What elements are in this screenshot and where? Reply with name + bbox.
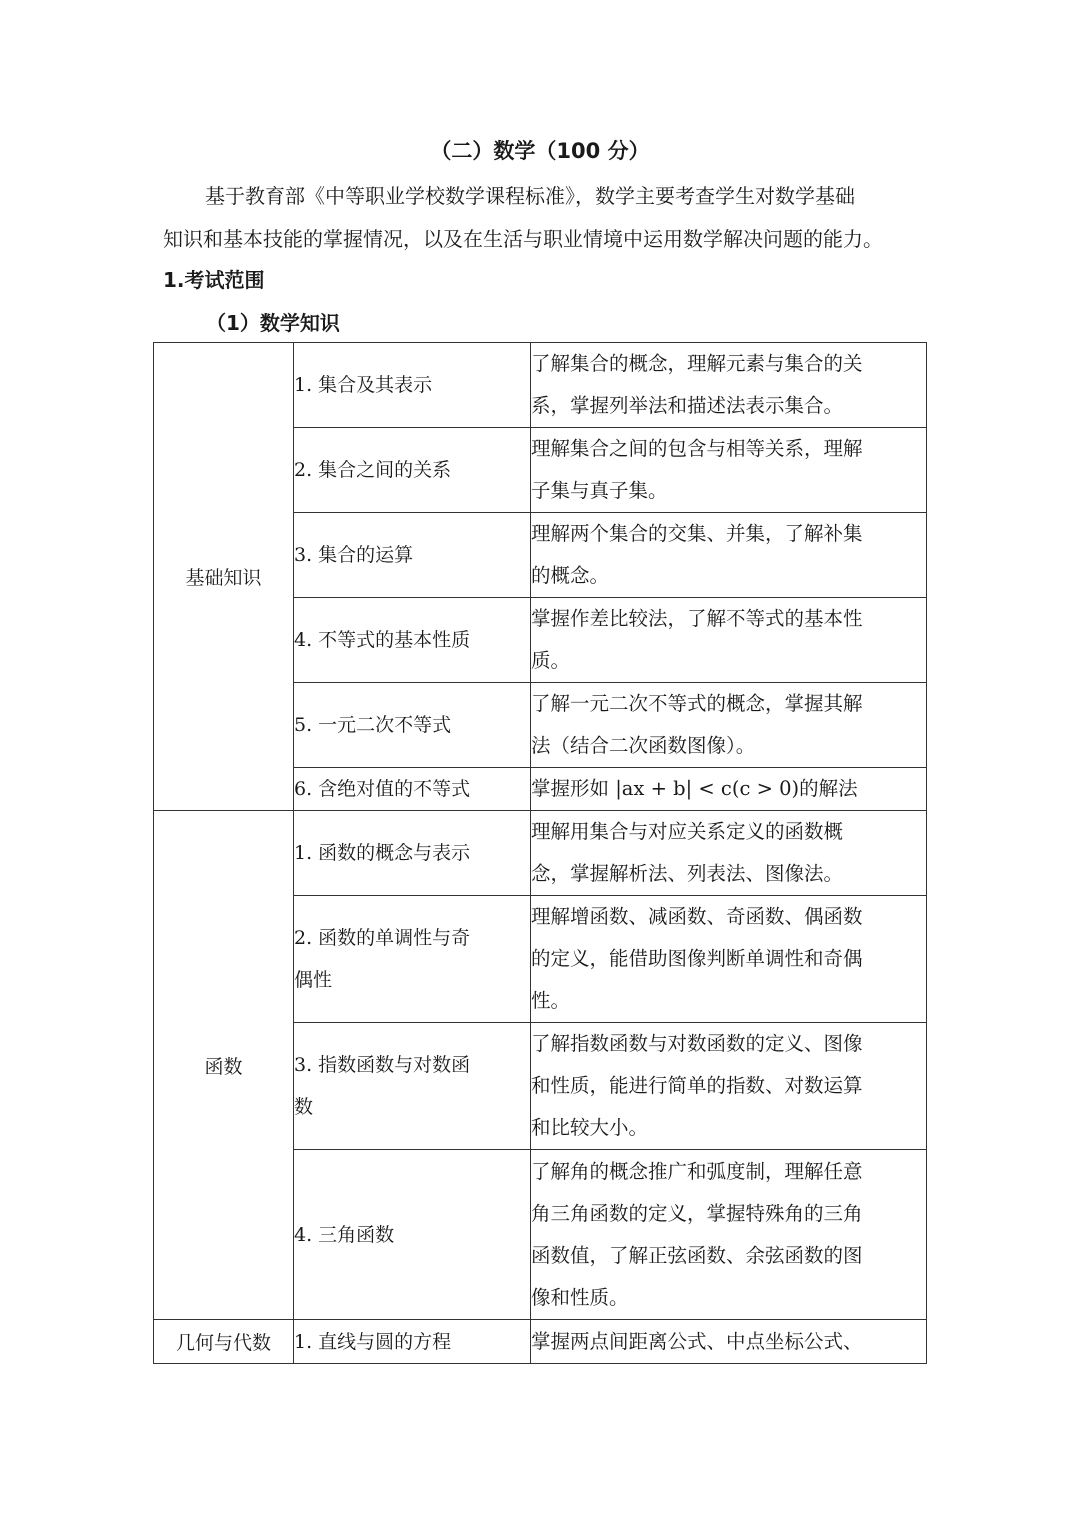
description-line: 子集与真子集。 xyxy=(531,479,668,502)
description-line: 和比较大小。 xyxy=(531,1116,649,1139)
table-row xyxy=(154,343,927,428)
description-line: 念，掌握解析法、列表法、图像法。 xyxy=(531,862,844,885)
description-line: 性。 xyxy=(531,989,571,1012)
description-line: 理解集合之间的包含与相等关系，理解 xyxy=(531,437,863,460)
description-cell xyxy=(531,811,927,896)
topic-cell: 1. 集合及其表示 xyxy=(294,343,531,428)
description-line: 法（结合二次函数图像）。 xyxy=(531,734,756,757)
document-title: （二）数学（100 分） xyxy=(430,139,650,163)
topic-cell xyxy=(294,1023,531,1150)
intro-line-2: 知识和基本技能的掌握情况，以及在生活与职业情境中运用数学解决问题的能力。 xyxy=(163,227,883,251)
topic-cell: 1. 函数的概念与表示 xyxy=(294,811,531,896)
description-line: 质。 xyxy=(531,649,571,672)
description-line: 掌握形如 |ax + b| < c(c > 0)的解法 xyxy=(531,777,858,800)
topic-cell: 5. 一元二次不等式 xyxy=(294,683,531,768)
table-row xyxy=(154,1320,927,1364)
description-cell xyxy=(531,513,927,598)
description-line: 的定义，能借助图像判断单调性和奇偶 xyxy=(531,947,863,970)
knowledge-table xyxy=(153,342,927,1364)
description-line: 和性质，能进行简单的指数、对数运算 xyxy=(531,1074,863,1097)
category-cell: 几何与代数 xyxy=(154,1320,294,1364)
description-cell xyxy=(531,768,927,811)
topic-line: 数 xyxy=(294,1096,314,1118)
description-line: 的概念。 xyxy=(531,564,610,587)
description-line: 了解角的概念推广和弧度制，理解任意 xyxy=(531,1159,863,1183)
description-line: 系，掌握列举法和描述法表示集合。 xyxy=(531,394,844,417)
subsection-heading: （1）数学知识 xyxy=(206,311,340,335)
description-line: 掌握两点间距离公式、中点坐标公式、 xyxy=(531,1329,863,1353)
description-line: 角三角函数的定义，掌握特殊角的三角 xyxy=(531,1201,863,1225)
description-line: 了解指数函数与对数函数的定义、图像 xyxy=(531,1032,863,1055)
description-cell xyxy=(531,1150,927,1320)
topic-line: 偶性 xyxy=(294,969,333,991)
description-cell xyxy=(531,428,927,513)
topic-cell: 3. 集合的运算 xyxy=(294,513,531,598)
description-cell xyxy=(531,343,927,428)
description-line: 理解用集合与对应关系定义的函数概 xyxy=(531,820,844,843)
topic-cell: 2. 集合之间的关系 xyxy=(294,428,531,513)
description-line: 函数值，了解正弦函数、余弦函数的图 xyxy=(531,1243,863,1267)
topic-cell: 6. 含绝对值的不等式 xyxy=(294,768,531,811)
topic-cell xyxy=(294,896,531,1023)
description-cell xyxy=(531,1023,927,1150)
description-cell xyxy=(531,683,927,768)
description-cell xyxy=(531,598,927,683)
category-cell: 基础知识 xyxy=(154,343,294,811)
table-row xyxy=(154,811,927,896)
description-cell xyxy=(531,1320,927,1364)
topic-cell: 4. 三角函数 xyxy=(294,1150,531,1320)
description-line: 掌握作差比较法，了解不等式的基本性 xyxy=(531,607,863,630)
description-line: 了解一元二次不等式的概念，掌握其解 xyxy=(531,692,863,715)
description-cell xyxy=(531,896,927,1023)
description-line: 像和性质。 xyxy=(531,1285,629,1309)
description-line: 了解集合的概念，理解元素与集合的关 xyxy=(531,352,863,375)
topic-cell: 1. 直线与圆的方程 xyxy=(294,1320,531,1364)
topic-line: 2. 函数的单调性与奇 xyxy=(294,927,471,949)
topic-cell: 4. 不等式的基本性质 xyxy=(294,598,531,683)
description-line: 理解增函数、减函数、奇函数、偶函数 xyxy=(531,905,863,928)
category-cell: 函数 xyxy=(154,811,294,1320)
section-heading: 1.考试范围 xyxy=(163,268,265,292)
intro-line-1: 基于教育部《中等职业学校数学课程标准》，数学主要考查学生对数学基础 xyxy=(205,184,855,208)
intro-paragraph xyxy=(163,175,931,261)
topic-line: 3. 指数函数与对数函 xyxy=(294,1054,471,1076)
description-line: 理解两个集合的交集、并集，了解补集 xyxy=(531,522,863,545)
